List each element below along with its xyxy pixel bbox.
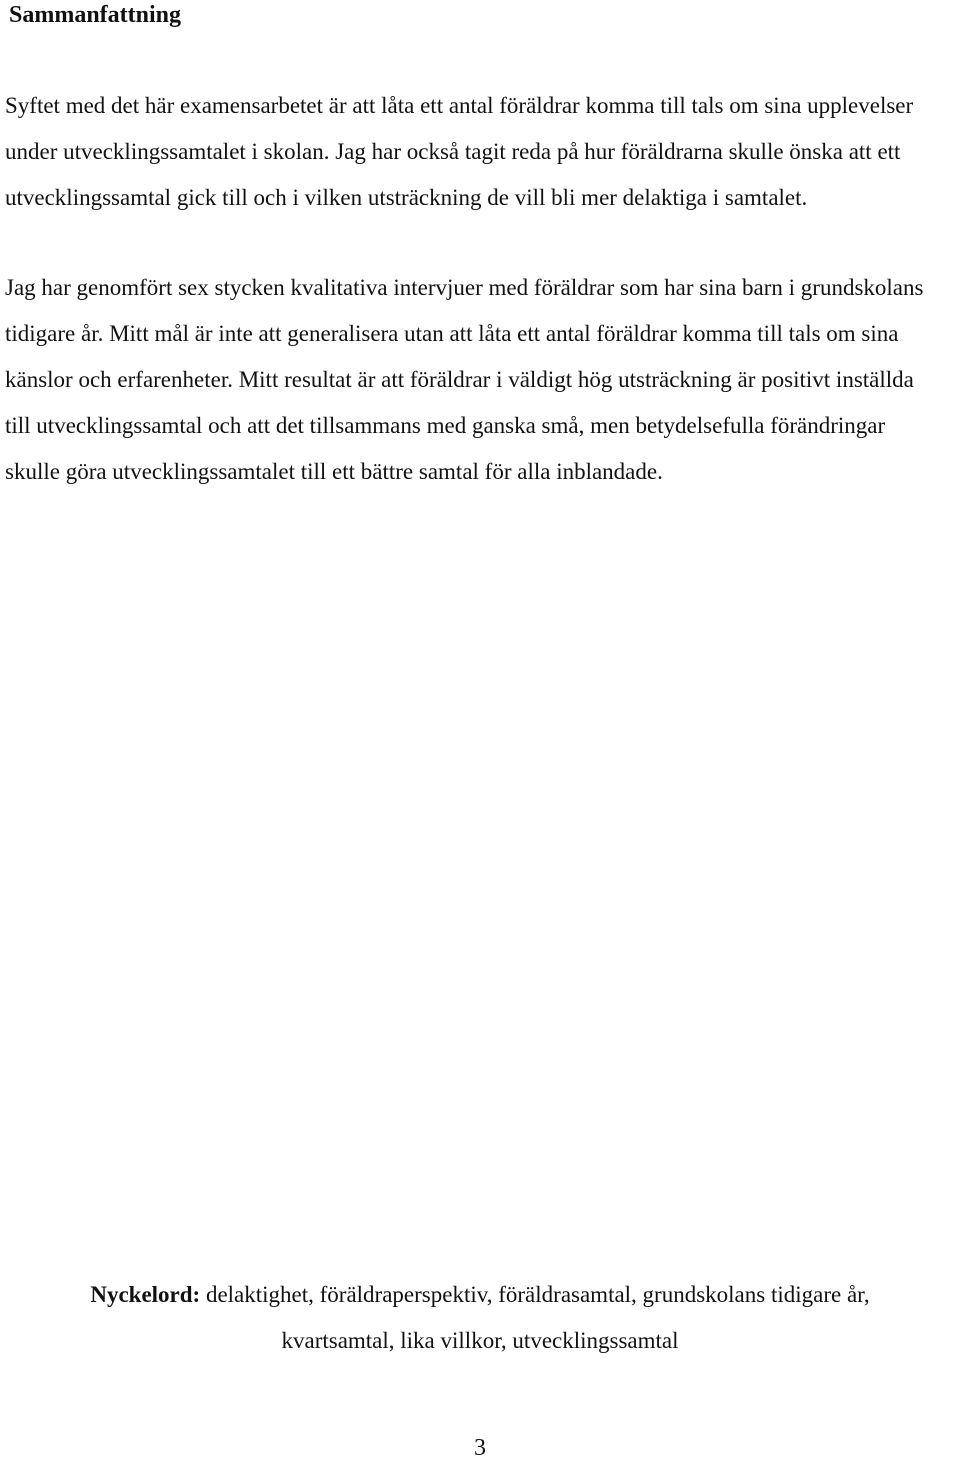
section-heading: Sammanfattning: [9, 2, 182, 28]
keywords-line-2: kvartsamtal, lika villkor, utvecklingssamtal: [281, 1328, 679, 1353]
keywords-line-1: delaktighet, föräldraperspektiv, föräldrasamtal, grundskolans tidigare år,: [200, 1282, 870, 1307]
keywords-block: [0, 1272, 960, 1364]
abstract-paragraph-1: Syftet med det här examensarbetet är att låta ett antal föräldrar komma till tals om sina upplevelser under utvecklingssamtalet i skolan. Jag har också tagit reda på hur föräldrarna skulle önska att ett utvecklingssamtal gick till och i vilken utsträckning de vill bli mer delaktiga i samtalet.: [5, 93, 914, 210]
keywords-label: Nyckelord:: [90, 1282, 201, 1307]
page-number: 3: [474, 1435, 486, 1461]
abstract-paragraph-2: Jag har genomfört sex stycken kvalitativa intervjuer med föräldrar som har sina barn i grundskolans tidigare år. Mitt mål är inte att generalisera utan att låta ett antal föräldrar komma till tals om sina känslor och erfarenheter. Mitt resultat är att föräldrar i väldigt hög utsträckning är positivt inställda till utvecklingssamtal och att det tillsammans med ganska små, men betydelsefulla förändringar skulle göra utvecklingssamtalet till ett bättre samtal för alla inblandade.: [5, 275, 924, 484]
